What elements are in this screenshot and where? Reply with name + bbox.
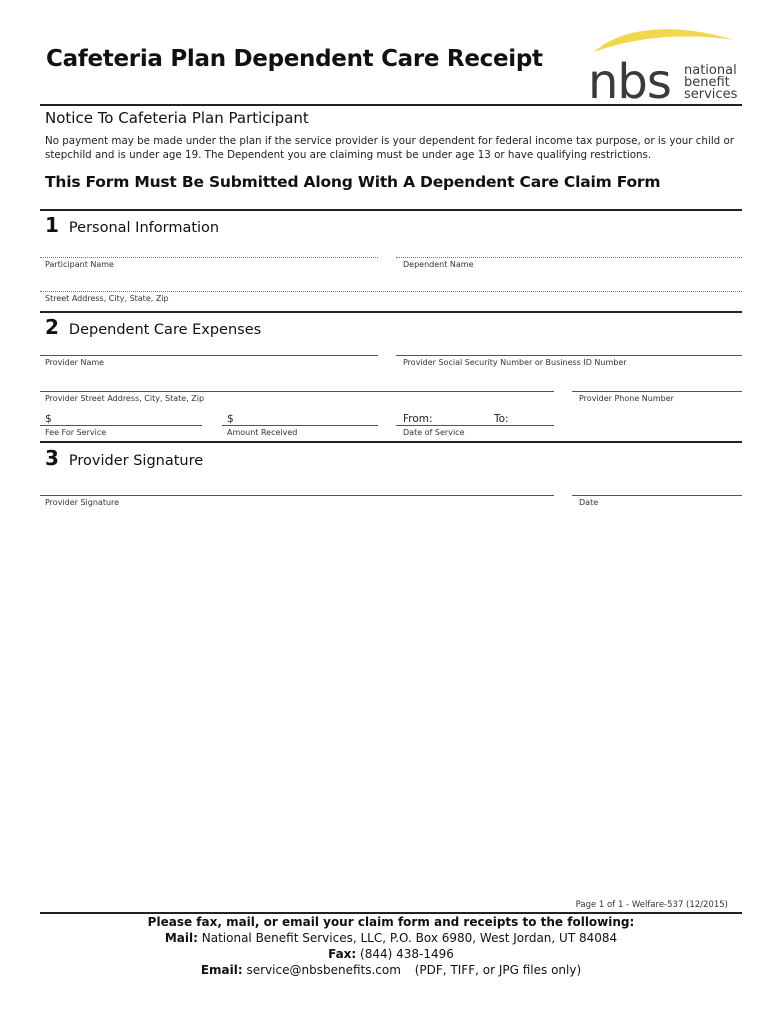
provider-ssn-label: Provider Social Security Number or Business ID Number	[403, 358, 627, 367]
participant-name-label: Participant Name	[45, 260, 114, 269]
logo-swoosh	[594, 29, 734, 52]
section3-number: 3	[45, 446, 59, 470]
fee-for-service-field[interactable]	[40, 425, 202, 426]
provider-address-field[interactable]	[40, 391, 554, 392]
provider-name-label: Provider Name	[45, 358, 105, 367]
date-of-service-label: Date of Service	[403, 428, 465, 437]
provider-phone-field[interactable]	[572, 391, 742, 392]
section2-rule	[40, 311, 742, 313]
logo-line1: national	[684, 63, 737, 78]
email-label: Email:	[200, 963, 243, 977]
street-address-label: Street Address, City, State, Zip	[45, 294, 169, 303]
mail-label: Mail:	[164, 931, 198, 945]
dependent-name-field[interactable]	[396, 257, 742, 258]
provider-ssn-field[interactable]	[396, 355, 742, 356]
section3-rule	[40, 441, 742, 443]
section2-title: Dependent Care Expenses	[68, 322, 262, 338]
signature-date-field[interactable]	[572, 495, 742, 496]
nbs-logo	[584, 28, 744, 104]
footer-email-line	[40, 962, 742, 978]
footer-fax-line	[40, 946, 742, 962]
provider-signature-field[interactable]	[40, 495, 554, 496]
section2-heading	[45, 315, 261, 339]
fax-value: (844) 438-1496	[360, 947, 454, 961]
mail-value: National Benefit Services, LLC, P.O. Box 6980, West Jordan, UT 84084	[201, 931, 618, 945]
provider-signature-label: Provider Signature	[45, 498, 120, 507]
amount-received-field[interactable]	[222, 425, 378, 426]
section3-heading	[45, 446, 203, 470]
footer-mail-line	[40, 930, 742, 946]
street-address-field[interactable]	[40, 291, 742, 292]
logo-line3: services	[684, 87, 738, 102]
section1-rule	[40, 209, 742, 211]
amount-received-label: Amount Received	[227, 428, 298, 437]
section1-number: 1	[45, 213, 59, 237]
logo-wordmark: nbs	[588, 54, 671, 104]
page-info: Page 1 of 1 - Welfare-537 (12/2015)	[575, 900, 728, 910]
date-to-label: To:	[494, 413, 509, 425]
email-note: (PDF, TIFF, or JPG files only)	[414, 963, 582, 977]
footer	[40, 914, 742, 978]
notice-body: No payment may be made under the plan if the service provider is your dependent for federal income tax purpose, or is your child or stepchild and is under age 19. The Dependent you are claiming must be under age 13 or have qualifying restrictions.	[45, 135, 735, 161]
date-from-label: From:	[403, 413, 433, 425]
must-submit-heading: This Form Must Be Submitted Along With A Dependent Care Claim Form	[45, 173, 661, 191]
provider-name-field[interactable]	[40, 355, 378, 356]
footer-instruction: Please fax, mail, or email your claim form and receipts to the following:	[147, 915, 635, 929]
form-title: Cafeteria Plan Dependent Care Receipt	[46, 46, 543, 72]
notice-heading: Notice To Cafeteria Plan Participant	[45, 109, 309, 127]
section2-number: 2	[45, 315, 59, 339]
amount-dollar-sign: $	[227, 413, 234, 425]
dependent-name-label: Dependent Name	[403, 260, 474, 269]
section1-heading	[45, 213, 219, 237]
header-rule	[40, 104, 742, 106]
fax-label: Fax:	[328, 947, 357, 961]
fee-for-service-label: Fee For Service	[45, 428, 107, 437]
provider-address-label: Provider Street Address, City, State, Zip	[45, 394, 205, 403]
section3-title: Provider Signature	[68, 453, 204, 469]
section1-title: Personal Information	[68, 220, 220, 236]
fee-dollar-sign: $	[45, 413, 52, 425]
provider-phone-label: Provider Phone Number	[579, 394, 674, 403]
participant-name-field[interactable]	[40, 257, 378, 258]
logo-line2: benefit	[684, 75, 730, 90]
email-value[interactable]: service@nbsbenefits.com	[246, 963, 401, 977]
date-of-service-field[interactable]	[396, 425, 554, 426]
signature-date-label: Date	[579, 498, 599, 507]
